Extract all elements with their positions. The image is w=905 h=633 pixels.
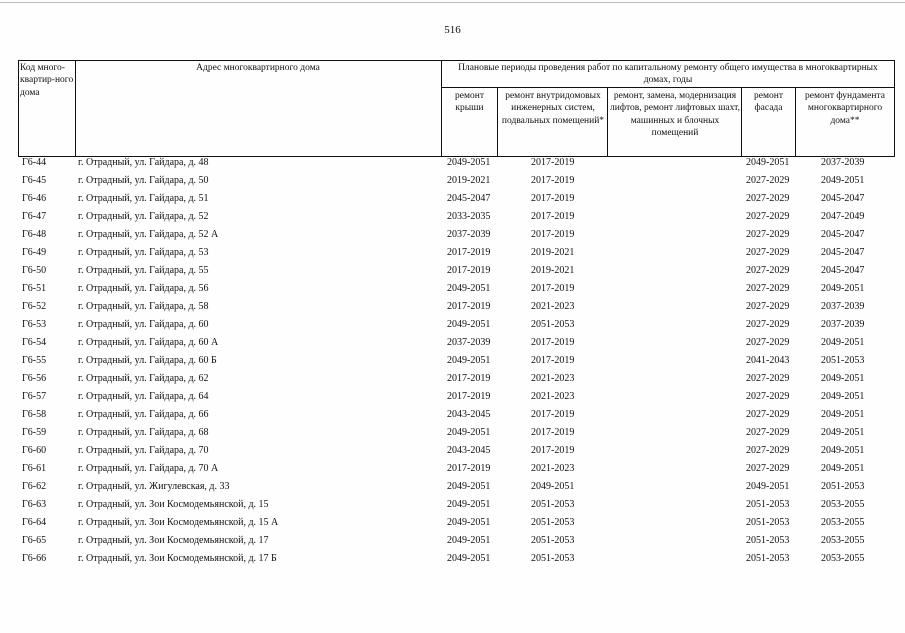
row-address: г. Отрадный, ул. Гайдара, д. 58 <box>78 301 209 312</box>
row-roof-period: 2049-2051 <box>447 427 491 438</box>
row-foundation-period: 2053-2055 <box>821 517 865 528</box>
row-address: г. Отрадный, ул. Гайдара, д. 53 <box>78 247 209 258</box>
row-engineering-period: 2049-2051 <box>531 481 575 492</box>
table-row <box>0 355 905 373</box>
row-engineering-period: 2017-2019 <box>531 427 575 438</box>
row-code: Г6-52 <box>22 301 47 312</box>
table-row <box>0 535 905 553</box>
row-foundation-period: 2049-2051 <box>821 175 865 186</box>
row-address: г. Отрадный, ул. Гайдара, д. 52 <box>78 211 209 222</box>
row-address: г. Отрадный, ул. Гайдара, д. 48 <box>78 157 209 168</box>
table-row <box>0 553 905 571</box>
header-top-line <box>18 60 894 61</box>
row-roof-period: 2049-2051 <box>447 355 491 366</box>
row-facade-period: 2041-2043 <box>746 355 790 366</box>
header-foundation: ремонт фундамента многоквартирного дома** <box>805 91 885 126</box>
row-facade-period: 2027-2029 <box>746 283 790 294</box>
row-facade-period: 2049-2051 <box>746 481 790 492</box>
table-row <box>0 175 905 193</box>
row-facade-period: 2027-2029 <box>746 247 790 258</box>
table-row <box>0 445 905 463</box>
row-foundation-period: 2047-2049 <box>821 211 865 222</box>
row-roof-period: 2049-2051 <box>447 499 491 510</box>
table-row <box>0 373 905 391</box>
row-foundation-period: 2049-2051 <box>821 427 865 438</box>
row-foundation-period: 2051-2053 <box>821 355 865 366</box>
row-facade-period: 2027-2029 <box>746 193 790 204</box>
row-engineering-period: 2017-2019 <box>531 193 575 204</box>
row-code: Г6-51 <box>22 283 47 294</box>
header-facade: ремонт фасада <box>754 91 783 114</box>
row-roof-period: 2017-2019 <box>447 265 491 276</box>
row-address: г. Отрадный, ул. Зои Космодемьянской, д. 15 А <box>78 517 279 528</box>
row-roof-period: 2049-2051 <box>447 319 491 330</box>
row-engineering-period: 2051-2053 <box>531 535 575 546</box>
table-row <box>0 157 905 175</box>
row-engineering-period: 2019-2021 <box>531 265 575 276</box>
row-facade-period: 2027-2029 <box>746 373 790 384</box>
header-vline <box>18 60 19 157</box>
row-roof-period: 2019-2021 <box>447 175 491 186</box>
row-roof-period: 2017-2019 <box>447 301 491 312</box>
row-facade-period: 2027-2029 <box>746 211 790 222</box>
row-facade-period: 2027-2029 <box>746 301 790 312</box>
row-foundation-period: 2049-2051 <box>821 283 865 294</box>
row-engineering-period: 2017-2019 <box>531 175 575 186</box>
row-code: Г6-55 <box>22 355 47 366</box>
row-code: Г6-50 <box>22 265 47 276</box>
row-foundation-period: 2037-2039 <box>821 319 865 330</box>
row-roof-period: 2037-2039 <box>447 229 491 240</box>
row-facade-period: 2027-2029 <box>746 337 790 348</box>
row-address: г. Отрадный, ул. Гайдара, д. 70 А <box>78 463 219 474</box>
row-facade-period: 2051-2053 <box>746 517 790 528</box>
header-engineering: ремонт внутридомовых инженерных систем, подвальных помещений* <box>501 91 605 126</box>
row-engineering-period: 2051-2053 <box>531 553 575 564</box>
row-code: Г6-60 <box>22 445 47 456</box>
header-lifts: ремонт, замена, модернизация лифтов, ремонт лифтовых шахт, машинных и блочных помещений <box>610 91 740 138</box>
row-facade-period: 2027-2029 <box>746 445 790 456</box>
row-facade-period: 2027-2029 <box>746 175 790 186</box>
top-rule <box>0 2 905 3</box>
row-address: г. Отрадный, ул. Гайдара, д. 70 <box>78 445 209 456</box>
header-mid-line <box>441 87 894 88</box>
row-facade-period: 2027-2029 <box>746 463 790 474</box>
row-foundation-period: 2051-2053 <box>821 481 865 492</box>
row-facade-period: 2049-2051 <box>746 157 790 168</box>
row-code: Г6-65 <box>22 535 47 546</box>
row-foundation-period: 2037-2039 <box>821 157 865 168</box>
row-foundation-period: 2049-2051 <box>821 337 865 348</box>
row-code: Г6-57 <box>22 391 47 402</box>
row-roof-period: 2017-2019 <box>447 247 491 258</box>
row-address: г. Отрадный, ул. Гайдара, д. 55 <box>78 265 209 276</box>
row-code: Г6-58 <box>22 409 47 420</box>
row-roof-period: 2045-2047 <box>447 193 491 204</box>
row-code: Г6-49 <box>22 247 47 258</box>
row-engineering-period: 2017-2019 <box>531 211 575 222</box>
table-row <box>0 265 905 283</box>
row-address: г. Отрадный, ул. Гайдара, д. 56 <box>78 283 209 294</box>
row-address: г. Отрадный, ул. Гайдара, д. 68 <box>78 427 209 438</box>
row-address: г. Отрадный, ул. Гайдара, д. 62 <box>78 373 209 384</box>
header-vline <box>75 60 76 157</box>
row-code: Г6-63 <box>22 499 47 510</box>
row-foundation-period: 2053-2055 <box>821 535 865 546</box>
row-facade-period: 2027-2029 <box>746 391 790 402</box>
row-roof-period: 2017-2019 <box>447 463 491 474</box>
row-roof-period: 2049-2051 <box>447 157 491 168</box>
row-facade-period: 2027-2029 <box>746 265 790 276</box>
row-code: Г6-53 <box>22 319 47 330</box>
row-engineering-period: 2021-2023 <box>531 373 575 384</box>
row-engineering-period: 2051-2053 <box>531 319 575 330</box>
header-vline <box>607 87 608 157</box>
row-roof-period: 2049-2051 <box>447 553 491 564</box>
table-row <box>0 301 905 319</box>
row-facade-period: 2051-2053 <box>746 499 790 510</box>
table-body <box>0 157 905 571</box>
table-row <box>0 517 905 535</box>
row-foundation-period: 2053-2055 <box>821 499 865 510</box>
row-code: Г6-59 <box>22 427 47 438</box>
table-row <box>0 499 905 517</box>
row-roof-period: 2049-2051 <box>447 481 491 492</box>
row-address: г. Отрадный, ул. Гайдара, д. 51 <box>78 193 209 204</box>
row-roof-period: 2043-2045 <box>447 445 491 456</box>
table-row <box>0 229 905 247</box>
row-engineering-period: 2021-2023 <box>531 391 575 402</box>
row-foundation-period: 2045-2047 <box>821 193 865 204</box>
row-engineering-period: 2017-2019 <box>531 445 575 456</box>
row-address: г. Отрадный, ул. Зои Космодемьянской, д. 17 <box>78 535 269 546</box>
table-row <box>0 463 905 481</box>
row-code: Г6-47 <box>22 211 47 222</box>
row-facade-period: 2027-2029 <box>746 409 790 420</box>
row-code: Г6-54 <box>22 337 47 348</box>
header-vline <box>741 87 742 157</box>
row-foundation-period: 2045-2047 <box>821 265 865 276</box>
row-roof-period: 2037-2039 <box>447 337 491 348</box>
row-engineering-period: 2051-2053 <box>531 499 575 510</box>
row-roof-period: 2043-2045 <box>447 409 491 420</box>
row-foundation-period: 2045-2047 <box>821 247 865 258</box>
row-address: г. Отрадный, ул. Зои Космодемьянской, д. 15 <box>78 499 269 510</box>
row-foundation-period: 2049-2051 <box>821 409 865 420</box>
row-address: г. Отрадный, ул. Гайдара, д. 60 <box>78 319 209 330</box>
row-foundation-period: 2045-2047 <box>821 229 865 240</box>
table-row <box>0 337 905 355</box>
row-engineering-period: 2017-2019 <box>531 355 575 366</box>
row-address: г. Отрадный, ул. Гайдара, д. 66 <box>78 409 209 420</box>
row-engineering-period: 2017-2019 <box>531 283 575 294</box>
row-engineering-period: 2021-2023 <box>531 463 575 474</box>
row-engineering-period: 2017-2019 <box>531 229 575 240</box>
row-roof-period: 2049-2051 <box>447 517 491 528</box>
row-foundation-period: 2049-2051 <box>821 373 865 384</box>
header-vline <box>441 60 442 157</box>
row-roof-period: 2033-2035 <box>447 211 491 222</box>
row-foundation-period: 2049-2051 <box>821 391 865 402</box>
table-row <box>0 427 905 445</box>
table-row <box>0 247 905 265</box>
row-code: Г6-56 <box>22 373 47 384</box>
row-roof-period: 2017-2019 <box>447 391 491 402</box>
row-engineering-period: 2017-2019 <box>531 157 575 168</box>
row-roof-period: 2017-2019 <box>447 373 491 384</box>
row-address: г. Отрадный, ул. Гайдара, д. 60 А <box>78 337 219 348</box>
table-row <box>0 391 905 409</box>
row-roof-period: 2049-2051 <box>447 283 491 294</box>
row-engineering-period: 2019-2021 <box>531 247 575 258</box>
table-row <box>0 193 905 211</box>
header-vline <box>497 87 498 157</box>
table-row <box>0 283 905 301</box>
row-foundation-period: 2053-2055 <box>821 553 865 564</box>
row-code: Г6-64 <box>22 517 47 528</box>
row-foundation-period: 2037-2039 <box>821 301 865 312</box>
row-code: Г6-48 <box>22 229 47 240</box>
row-foundation-period: 2049-2051 <box>821 463 865 474</box>
row-code: Г6-62 <box>22 481 47 492</box>
row-address: г. Отрадный, ул. Гайдара, д. 52 А <box>78 229 219 240</box>
row-address: г. Отрадный, ул. Гайдара, д. 60 Б <box>78 355 217 366</box>
row-code: Г6-45 <box>22 175 47 186</box>
header-code: Код много-квартир-ного дома <box>20 63 74 98</box>
page-number: 516 <box>444 24 461 36</box>
row-engineering-period: 2021-2023 <box>531 301 575 312</box>
row-facade-period: 2051-2053 <box>746 553 790 564</box>
row-engineering-period: 2017-2019 <box>531 409 575 420</box>
header-vline <box>894 60 895 157</box>
row-foundation-period: 2049-2051 <box>821 445 865 456</box>
row-code: Г6-61 <box>22 463 47 474</box>
row-roof-period: 2049-2051 <box>447 535 491 546</box>
row-facade-period: 2051-2053 <box>746 535 790 546</box>
header-address: Адрес многоквартирного дома <box>196 63 320 73</box>
row-facade-period: 2027-2029 <box>746 229 790 240</box>
header-roof: ремонт крыши <box>455 91 484 114</box>
row-facade-period: 2027-2029 <box>746 427 790 438</box>
table-row <box>0 409 905 427</box>
row-code: Г6-44 <box>22 157 47 168</box>
header-periods: Плановые периоды проведения работ по капитальному ремонту общего имущества в многоквартирных домах, годы <box>458 63 878 86</box>
row-engineering-period: 2017-2019 <box>531 337 575 348</box>
row-address: г. Отрадный, ул. Жигулевская, д. 33 <box>78 481 230 492</box>
table-row <box>0 319 905 337</box>
row-address: г. Отрадный, ул. Гайдара, д. 50 <box>78 175 209 186</box>
table-row <box>0 211 905 229</box>
row-code: Г6-46 <box>22 193 47 204</box>
row-engineering-period: 2051-2053 <box>531 517 575 528</box>
row-code: Г6-66 <box>22 553 47 564</box>
row-address: г. Отрадный, ул. Гайдара, д. 64 <box>78 391 209 402</box>
row-address: г. Отрадный, ул. Зои Космодемьянской, д. 17 Б <box>78 553 277 564</box>
table-row <box>0 481 905 499</box>
row-facade-period: 2027-2029 <box>746 319 790 330</box>
